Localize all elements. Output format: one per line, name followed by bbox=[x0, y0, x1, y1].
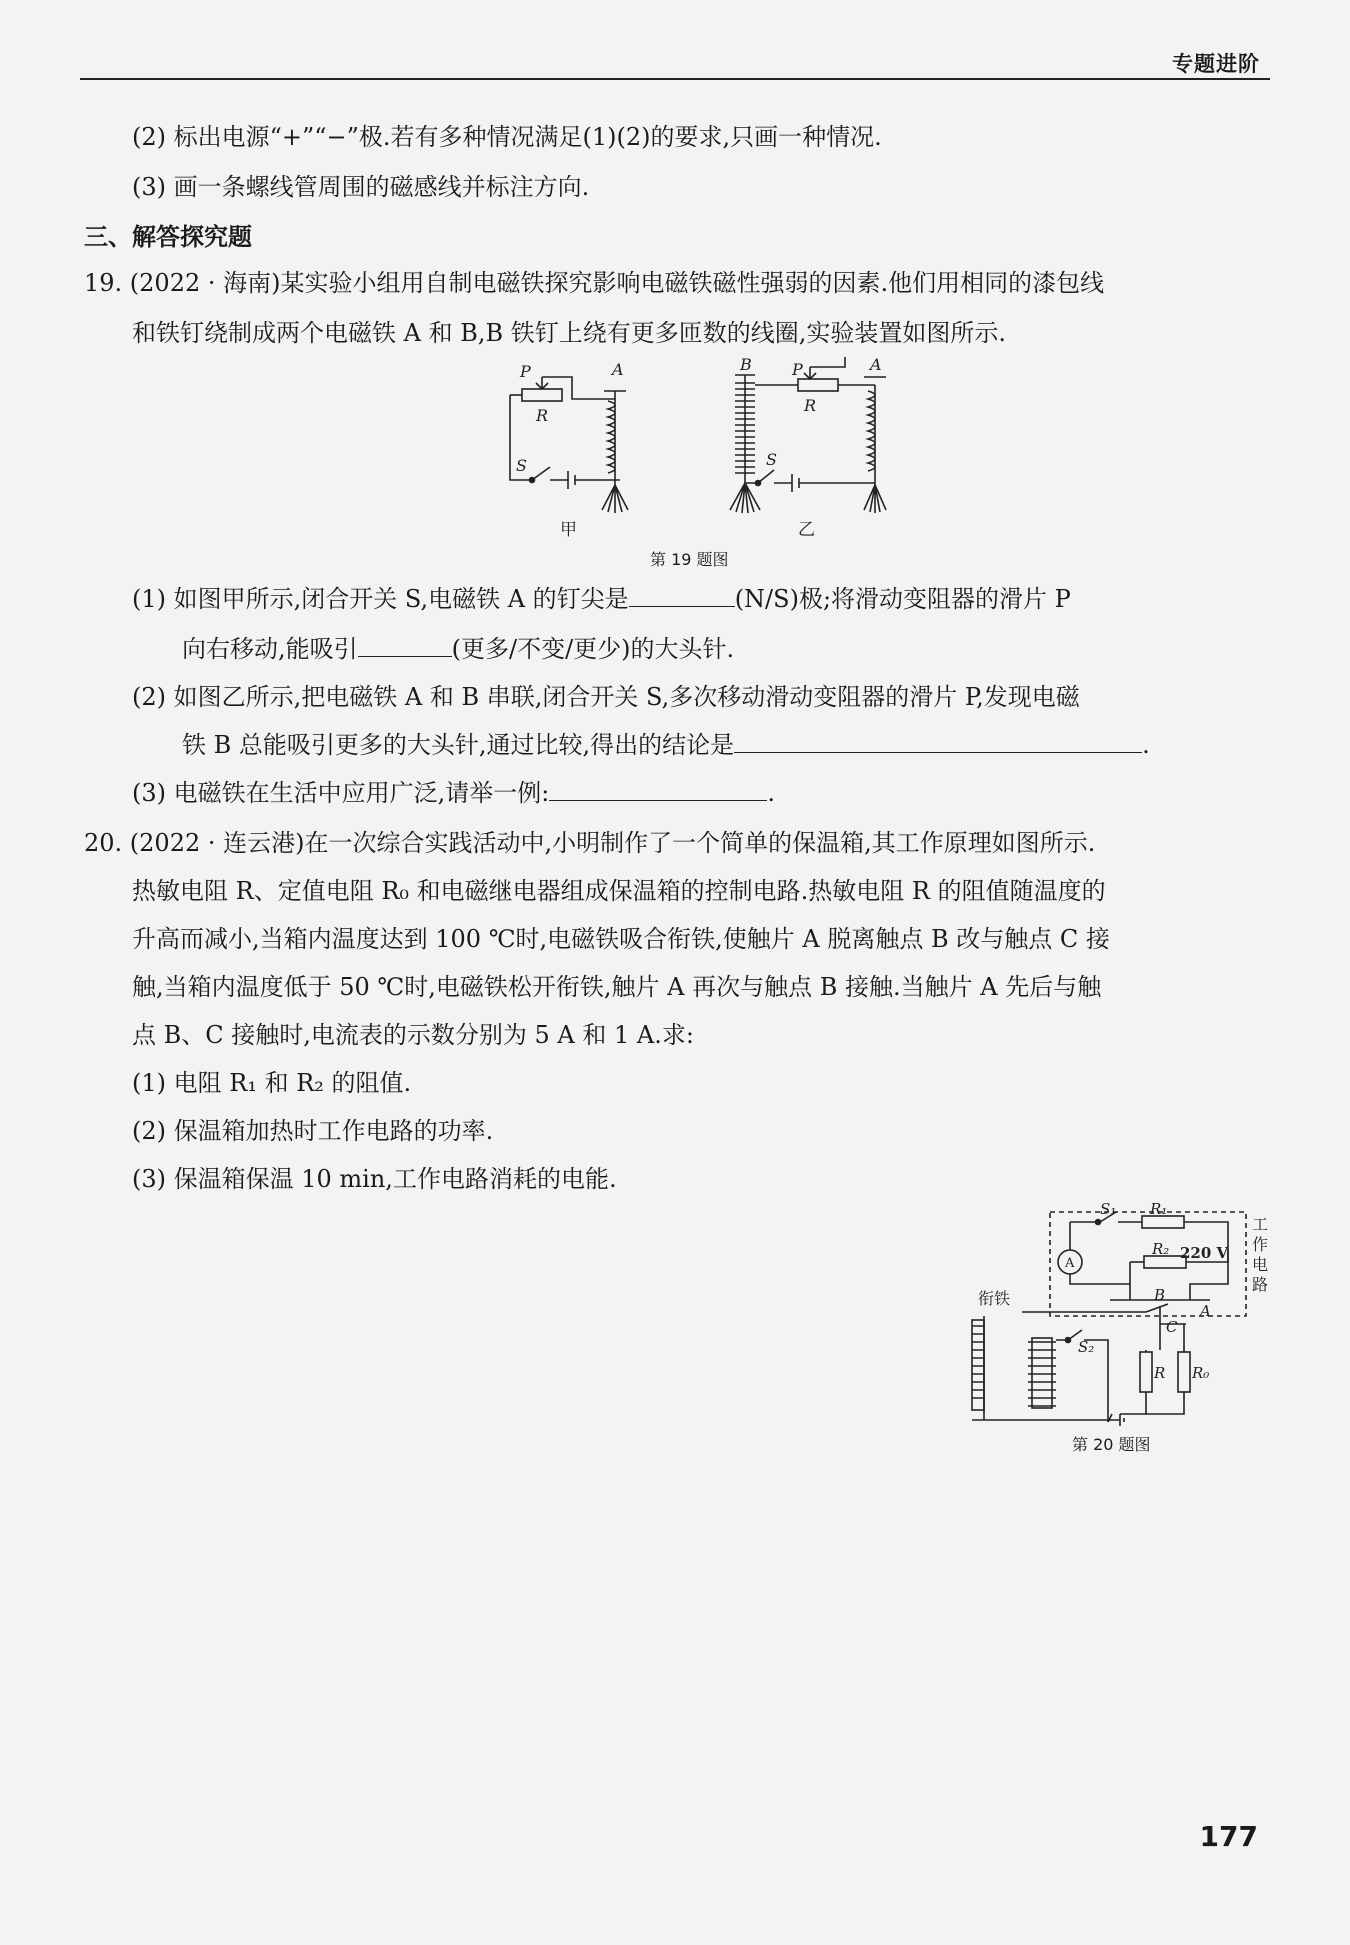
q20-stem-line4: 触,当箱内温度低于 50 ℃时,电磁铁松开衔铁,触片 A 再次与触点 B 接触.当触片 A 先后与触 bbox=[132, 973, 1102, 1001]
fig19-label-P: P bbox=[520, 362, 531, 381]
section-title: 三、解答探究题 bbox=[84, 223, 252, 251]
q20-part2: (2) 保温箱加热时工作电路的功率. bbox=[132, 1117, 494, 1145]
q19-part2-blank-conclusion bbox=[734, 728, 1142, 753]
fig20-label-R0: R₀ bbox=[1192, 1364, 1210, 1382]
fig20-work-char-2: 作 bbox=[1252, 1235, 1269, 1254]
figure-20 bbox=[960, 1200, 1280, 1430]
fig20-label-R2: R₂ bbox=[1152, 1240, 1170, 1258]
q19-stem-line2: 和铁钉绕制成两个电磁铁 A 和 B,B 铁钉上绕有更多匝数的线圈,实验装置如图所示. bbox=[132, 319, 1007, 347]
q19-part3-line bbox=[132, 776, 775, 810]
header-title: 专题进阶 bbox=[1172, 52, 1260, 76]
figure-19 bbox=[480, 355, 900, 545]
q19-part1-blank-pole bbox=[629, 582, 735, 607]
q19-part2-text-a: 铁 B 总能吸引更多的大头针,通过比较,得出的结论是 bbox=[182, 731, 735, 759]
fig19-label-R-yi: R bbox=[804, 396, 817, 415]
q18-part3: (3) 画一条螺线管周围的磁感线并标注方向. bbox=[132, 173, 590, 201]
fig20-voltage-label: 220 V bbox=[1180, 1244, 1229, 1262]
q19-part1-line1 bbox=[132, 582, 1071, 616]
q19-part1-text-a: (1) 如图甲所示,闭合开关 S,电磁铁 A 的钉尖是 bbox=[132, 585, 629, 613]
page-number: 177 bbox=[1199, 1820, 1258, 1853]
q20-stem-line3: 升高而减小,当箱内温度达到 100 ℃时,电磁铁吸合衔铁,使触片 A 脱离触点 B 改与触点 C 接 bbox=[132, 925, 1110, 953]
q20-part1: (1) 电阻 R₁ 和 R₂ 的阻值. bbox=[132, 1069, 412, 1097]
fig20-work-char-1: 工 bbox=[1252, 1215, 1269, 1234]
fig19-label-B: B bbox=[740, 355, 752, 374]
fig20-label-S1: S₁ bbox=[1100, 1200, 1117, 1218]
fig20-label-B: B bbox=[1154, 1286, 1166, 1304]
q19-part3-text-a: (3) 电磁铁在生活中应用广泛,请举一例: bbox=[132, 779, 550, 807]
q19-part3-blank-example bbox=[549, 776, 767, 801]
fig19-label-P-yi: P bbox=[792, 360, 803, 379]
fig20-work-circuit-label bbox=[1252, 1215, 1273, 1294]
fig20-work-char-4: 路 bbox=[1252, 1275, 1269, 1294]
q19-stem-line1: 19. (2022 · 海南)某实验小组用自制电磁铁探究影响电磁铁磁性强弱的因素.他们用相同的漆包线 bbox=[84, 269, 1105, 297]
q18-part2: (2) 标出电源“+”“−”极.若有多种情况满足(1)(2)的要求,只画一种情况. bbox=[132, 123, 882, 151]
q19-part1-blank-amount bbox=[358, 632, 452, 657]
q19-part2-line1: (2) 如图乙所示,把电磁铁 A 和 B 串联,闭合开关 S,多次移动滑动变阻器的滑片 P,发现电磁 bbox=[132, 683, 1080, 711]
fig20-label-R1: R₁ bbox=[1150, 1200, 1168, 1218]
fig19-label-A-jia: A bbox=[612, 360, 624, 379]
q20-part3: (3) 保温箱保温 10 min,工作电路消耗的电能. bbox=[132, 1165, 617, 1193]
fig19-label-R: R bbox=[536, 406, 549, 425]
fig19-label-S: S bbox=[516, 456, 527, 475]
q19-part2-text-b: . bbox=[1142, 731, 1150, 759]
fig19-label-jia: 甲 bbox=[560, 520, 577, 540]
fig20-label-R: R bbox=[1154, 1364, 1166, 1382]
fig20-caption: 第 20 题图 bbox=[1072, 1435, 1151, 1454]
q20-stem-line1: 20. (2022 · 连云港)在一次综合实践活动中,小明制作了一个简单的保温箱,其工作原理如图所示. bbox=[84, 829, 1096, 857]
fig20-armature-label: 衔铁 bbox=[978, 1289, 1011, 1308]
q19-part2-line2 bbox=[182, 728, 1150, 762]
q19-part3-text-b: . bbox=[767, 779, 775, 807]
fig20-label-S2: S₂ bbox=[1078, 1338, 1095, 1356]
fig19-label-yi: 乙 bbox=[798, 520, 815, 540]
fig20-label-C: C bbox=[1166, 1318, 1178, 1336]
fig20-work-char-3: 电 bbox=[1252, 1255, 1269, 1274]
fig19-label-A-yi: A bbox=[870, 355, 882, 374]
fig20-ammeter-label: A bbox=[1065, 1256, 1075, 1271]
q19-part1-text-b: (N/S)极;将滑动变阻器的滑片 P bbox=[734, 585, 1071, 613]
q20-stem-line5: 点 B、C 接触时,电流表的示数分别为 5 A 和 1 A.求: bbox=[132, 1021, 694, 1049]
q20-stem-line2: 热敏电阻 R、定值电阻 R₀ 和电磁继电器组成保温箱的控制电路.热敏电阻 R 的阻值随温度的 bbox=[132, 877, 1106, 905]
q19-part1-line2 bbox=[182, 632, 734, 666]
fig19-label-S-yi: S bbox=[766, 450, 777, 469]
fig19-caption: 第 19 题图 bbox=[650, 550, 729, 569]
q19-part1-text-d: (更多/不变/更少)的大头针. bbox=[451, 635, 735, 663]
fig20-label-A: A bbox=[1200, 1302, 1211, 1320]
q19-part1-text-c: 向右移动,能吸引 bbox=[182, 635, 358, 663]
header-rule bbox=[80, 78, 1270, 80]
